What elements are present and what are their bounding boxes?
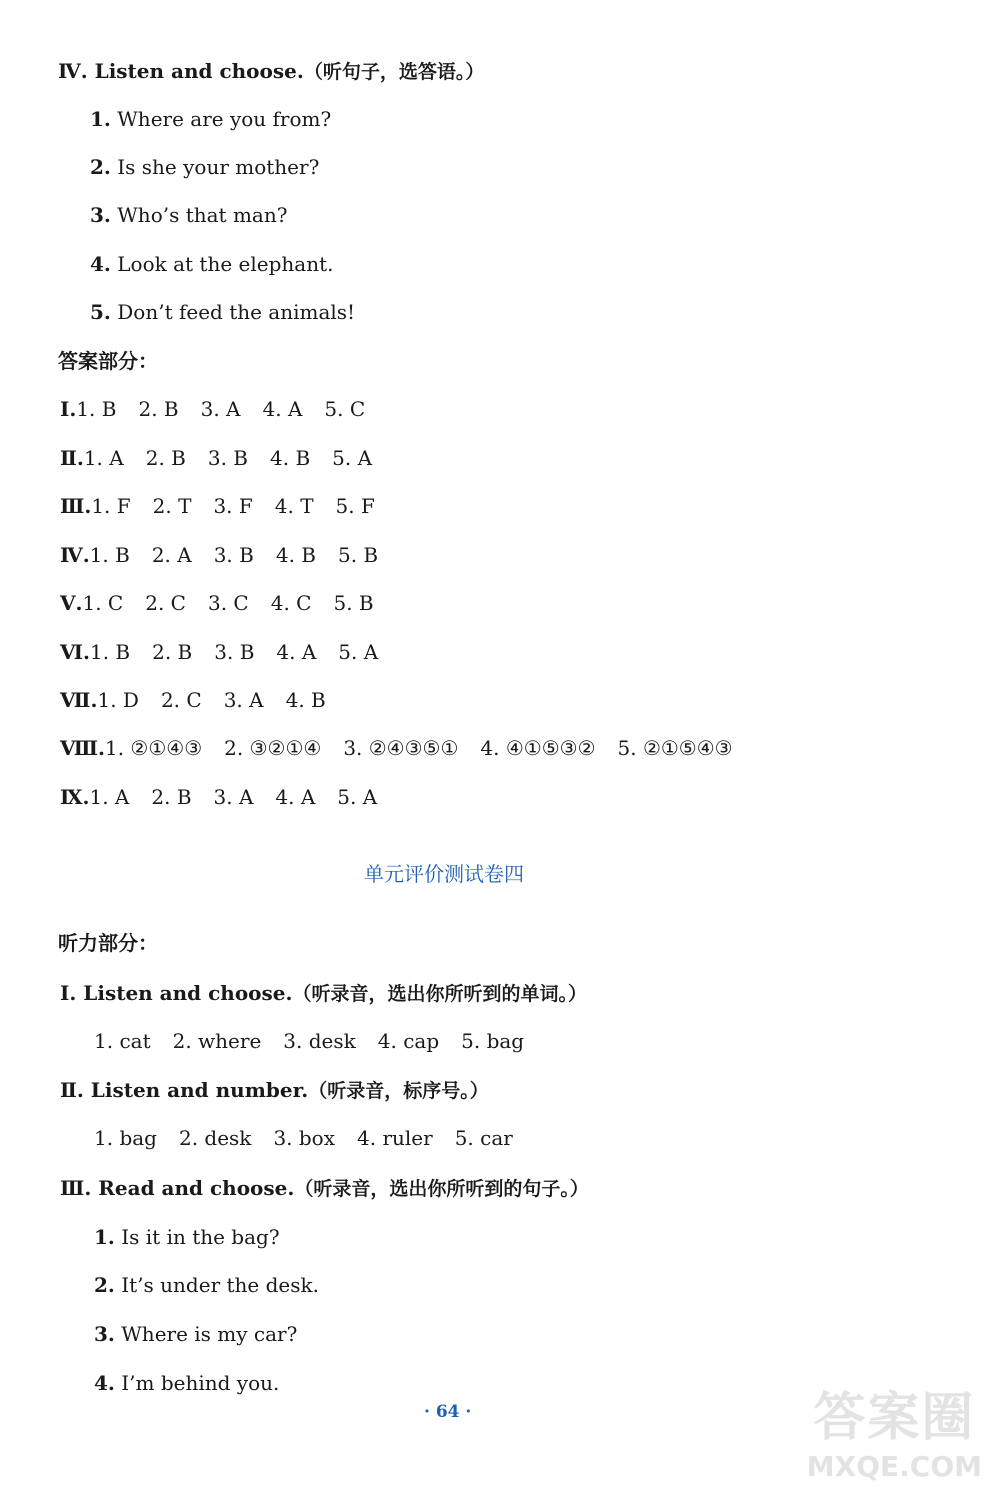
watermark-top: 答案圈 <box>813 1388 976 1448</box>
section-iii-heading: Ⅲ. Read and choose.（听录音，选出你所听到的句子。） <box>60 1176 589 1200</box>
unit-title: 单元评价测试卷四 <box>364 862 524 886</box>
listening-heading: 听力部分： <box>58 931 158 955</box>
part-iv-numeral: Ⅳ <box>58 59 81 83</box>
section-ii-items: 1. bag 2. desk 3. box 4. ruler 5. car <box>94 1126 513 1150</box>
section-i-items: 1. cat 2. where 3. desk 4. cap 5. bag <box>94 1029 525 1053</box>
watermark-logo <box>807 1375 982 1483</box>
answer-row: Ⅸ.1. A 2. B 3. A 4. A 5. A <box>60 785 378 809</box>
answers-heading: 答案部分： <box>58 349 158 373</box>
part-iv-item: 4. Look at the elephant. <box>90 252 334 276</box>
answer-row: Ⅰ.1. B 2. B 3. A 4. A 5. C <box>60 397 366 421</box>
answer-row: Ⅴ.1. C 2. C 3. C 4. C 5. B <box>60 591 374 615</box>
watermark-bottom: MXQE.COM <box>806 1450 982 1483</box>
section-iii-item: 2. It’s under the desk. <box>94 1273 319 1297</box>
part-iv-heading <box>58 58 484 85</box>
section-ii-heading: Ⅱ. Listen and number.（听录音，标序号。） <box>60 1078 489 1102</box>
page-number: · 64 · <box>424 1402 472 1422</box>
section-iii-item: 3. Where is my car? <box>94 1322 298 1346</box>
section-iii-item: 1. Is it in the bag? <box>94 1225 280 1249</box>
part-iv-item: 3. Who’s that man? <box>90 203 288 227</box>
part-iv-title-en: . Listen and choose. <box>80 59 304 83</box>
answer-row: Ⅵ.1. B 2. B 3. B 4. A 5. A <box>60 640 379 664</box>
section-i-heading: Ⅰ. Listen and choose.（听录音，选出你所听到的单词。） <box>60 981 587 1005</box>
answer-row: Ⅱ.1. A 2. B 3. B 4. B 5. A <box>60 446 373 470</box>
part-iv-item: 1. Where are you from? <box>90 107 332 131</box>
section-iii-item: 4. I’m behind you. <box>94 1371 280 1395</box>
answer-row: Ⅲ.1. F 2. T 3. F 4. T 5. F <box>60 494 375 518</box>
answer-row: Ⅶ.1. D 2. C 3. A 4. B <box>60 688 326 712</box>
part-iv-title-cn: （听句子，选答语。） <box>303 61 485 83</box>
answer-row: Ⅷ.1. ②①④③ 2. ③②①④ 3. ②④③⑤① 4. ④①⑤③② 5. ②①⑤④③ <box>60 736 733 760</box>
part-iv-item: 5. Don’t feed the animals! <box>90 300 356 324</box>
part-iv-item: 2. Is she your mother? <box>90 155 320 179</box>
answer-row: Ⅳ.1. B 2. A 3. B 4. B 5. B <box>60 543 379 567</box>
